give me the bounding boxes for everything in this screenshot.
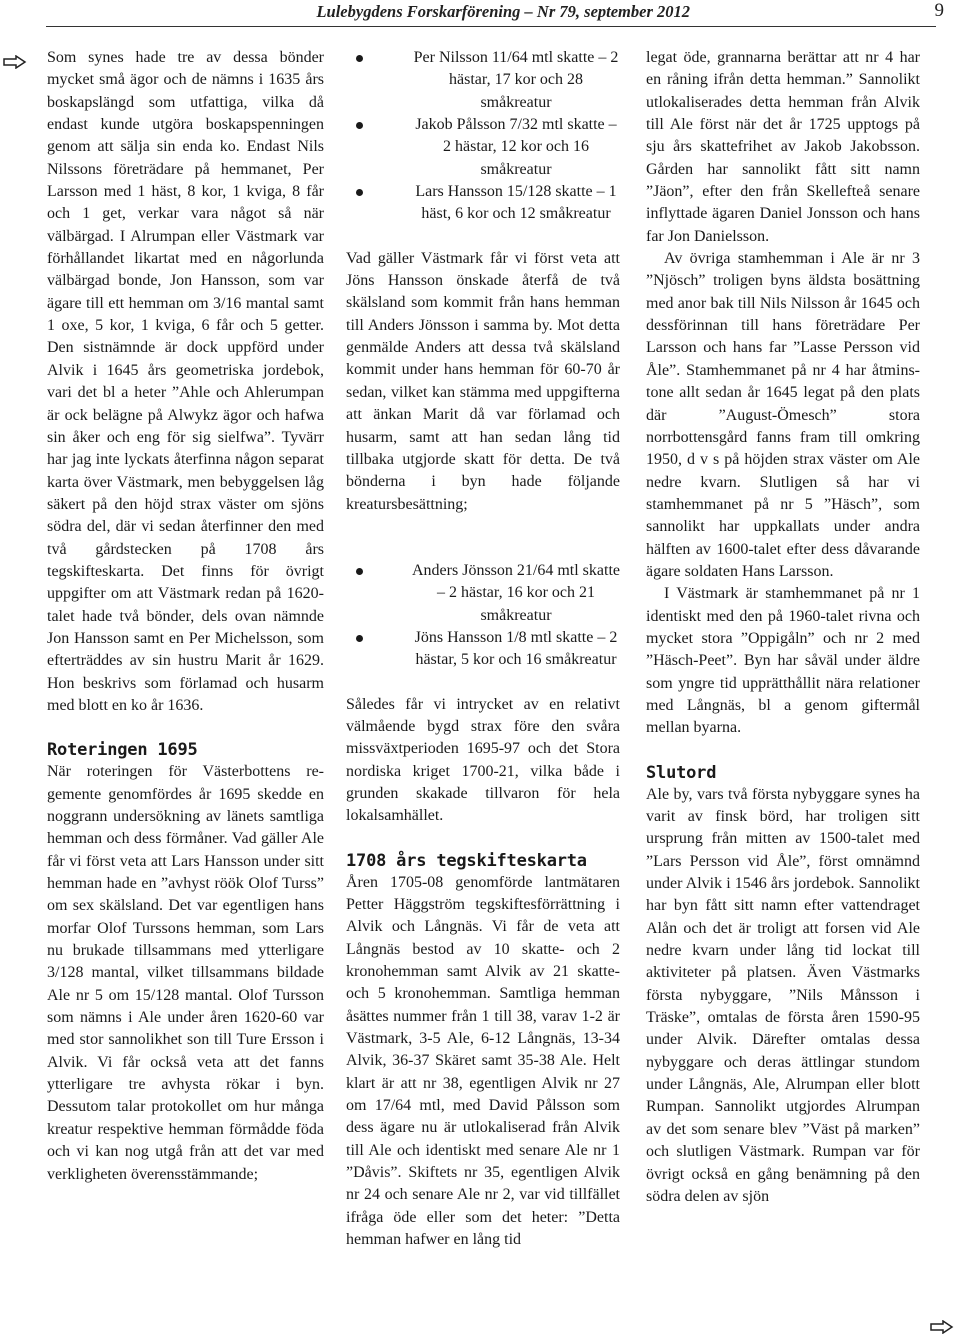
bullet-icon bbox=[356, 55, 363, 62]
livestock-list-ale bbox=[346, 47, 620, 226]
section-heading: Slutord bbox=[646, 762, 717, 783]
column-2 bbox=[346, 47, 620, 1252]
section-heading: Roteringen 1695 bbox=[47, 740, 198, 761]
header-rule bbox=[46, 26, 936, 27]
bullet-icon bbox=[356, 568, 363, 575]
list-item: Per Nilsson 11/64 mtl skatte – 2 hästar, 17 kor och 28 småkreatur bbox=[346, 47, 620, 114]
page-number: 9 bbox=[934, 0, 944, 21]
section-heading: 1708 års tegskifteskarta bbox=[346, 850, 587, 871]
paragraph: Åren 1705-08 genomförde lantmätaren Petter Häggström tegskiftesförrättning i Alvik och Långnäs. Vi får de veta att Långnäs bestod av 10 skatte- och 2 kronohemman samt Alvik av 21 skatte- och 5 kronohemman. Samtliga hemman åsättes nummer från 1 till 38, varav 1-2 är Västmark, 3-5 Ale, 6-12 Långnäs, 13-34 Alvik, 36-37 Skäret samt 35-38 Ale. Helt klart är att nr 38, egentligen Alvik nr 27 om 17/64 mtl, med David Pålsson som dess ägare nu är utlokaliserad från Alvik till Ale och identiskt med senare Ale nr 1 ”Dåvis”. Skiftets nr 35, egentligen Alvik nr 24 och senare Ale nr 2, var vid tillfället ifråga öde eller som det heter: ”Detta hemman hafwer en lång tid bbox=[346, 873, 620, 1249]
list-item: Jakob Pålsson 7/32 mtl skatte – 2 hästar, 12 kor och 16 småkreatur bbox=[346, 114, 620, 181]
paragraph: Ale by, vars två första nybyggare synes ha varit av finsk börd, har troligen sitt ursprung från mitten av 1500-talet med ”Lars Persson vid Åle”, först omnämnd under Alvik i 1546 års jordebok. Sannolikt har byn fått sitt namn efter vattendraget Alån och det är troligt att forsen vid Ale nedre kvarn under lång tid lockat till aktiviteter på platsen. Även Västmarks första nybyggare, ”Nils Månsson i Träske”, omtalas de första åren 1590-95 under Alvik. Därefter omtalas dessa nybyggare och deras ättlingar stundom under Långnäs, Ale, Alrumpan eller blott Rumpan. Sannolikt utgjordes Alrumpan av det som senare blev ”Väst på marken” och slutligen Västmark. Rumpan var för övrigt också en gång benämning på den södra delen av sjön bbox=[646, 785, 920, 1205]
journal-title: Lulebygdens Forskarförening – Nr 79, september 2012 bbox=[316, 2, 690, 21]
column-3 bbox=[646, 47, 920, 1208]
paragraph: I Västmark är stamhemmanet på nr 1 identiskt med den på 1960-talet rivna och mycket stora ”Oppigåln” och nr 2 med ”Häsch-Peet”. Byn har såväl under äldre som yngre tid upprätthållit nära relationer med Långnäs, bl a genom giftermål mellan byarna. bbox=[646, 585, 920, 737]
paragraph: Vad gäller Västmark får vi först veta att Jöns Hansson önskade återfå de två skälsland som kommit från hans hemman till Anders Jönsson i samma by. Mot detta genmälde Anders att dessa två skälsland kommit under hans hemman för 60-70 år sedan, vilket kan stämma med uppgifterna att änkan Marit då var förlamad och husarm, samt att han sedan lång tid tillbaka utgjorde skatt för detta. De två bönderna i byn hade följande kreatursbesättning; bbox=[346, 249, 620, 513]
bullet-icon bbox=[356, 122, 363, 129]
column-1 bbox=[47, 47, 324, 1186]
bullet-icon bbox=[356, 189, 363, 196]
arrow-right-outline-icon bbox=[3, 55, 27, 69]
arrow-right-outline-icon bbox=[930, 1320, 954, 1334]
list-item: Anders Jönsson 21/64 mtl skatte – 2 hästar, 16 kor och 21 småkreatur bbox=[346, 560, 620, 627]
list-item: Jöns Hansson 1/8 mtl skatte – 2 hästar, 5 kor och 16 småkreatur bbox=[346, 627, 620, 672]
paragraph: Således får vi intrycket av en relativt välmående bygd strax före den svåra missväxtperioden 1695-97 och det Stora nordiska kriget 1700-21, vilka både i grunden skakade tillvaron för hela lokalsamhället. bbox=[346, 695, 620, 825]
bullet-icon bbox=[356, 635, 363, 642]
paragraph: legat öde, grannarna berättar att nr 4 har en råning ifrån detta hemman.” Sannolikt utlokaliserades detta hemman från Alvik till Ale först när det år 1725 upptogs på sju års skattefrihet av Jakob Jakobsson. Gården har sannolikt fått sitt namn ”Jäon”, efter den från Skellefteå senare inflyttade ägaren Daniel Jonsson och hans far Jon Danielsson. bbox=[646, 49, 920, 245]
paragraph: Av övriga stamhemman i Ale är nr 3 ”Njösch” troligen byns äldsta bosättning med anor bak till Nils Nilsson år 1645 och dessförinnan till hans företrädare Per Larsson och hans far ”Lasse Persson vid Åle”. Stamhemmanet på nr 4 har åtminstone allt sedan år 1645 legat på den plats där ”August-Ömesch” stora norrbottensgård fanns fram till omkring 1950, d v s på höjden strax väster om Ale nedre kvarn. Slutligen så har vi stamhemmanet på nr 5 ”Häsch”, som sannolikt har uppkallats under andra hälften av 1600-talet efter dess dåvarande ägare soldaten Hans Larsson. bbox=[646, 250, 920, 580]
paragraph: Som synes hade tre av dessa bönder mycket små ägor och de nämns i 1635 års boskapslängd som utfattiga, vilka då endast kunde utgöra boskapspenningen genom att sälja sin enda ko. Endast Nils Nilssons företrädare på hemmanet, Per Larsson med 1 häst, 8 kor, 1 kviga, 8 får och 1 get, verkar vara något så när välbärgad. I Alrumpan eller Västmark var förhållandet likartat med en någorlunda välbärgad bonde, Jon Hansson, som var ägare till ett hemman om 3/16 mantal samt 1 oxe, 5 kor, 1 kviga, 6 får och 5 getter. Den sistnämnde är dock uppförd under Alvik i 1645 års geometriska jordebok, vari det bl a heter ”Ahle och Ahlerumpan är ock belägne på Alwykz ägor och hafwa sin åker och eng för sig sielfwa”. Tyvärr har jag inte lyckats återfinna någon separat karta över Västmark, men bebyggelsen låg säkert på den höjd strax väster om sjöns södra del, där vi sedan återfinner den med två gårdstecken på 1708 års tegskifteskarta. Det finns för övrigt uppgifter om att Västmark redan på 1620-talet hade två bönder, dels ovan nämnde Jon Hansson samt en Per Michelsson, som efterträddes av sin hustru Marit år 1629. Hon beskrivs som förlamad och husarm med blott en ko år 1636. bbox=[47, 49, 324, 714]
list-item: Lars Hansson 15/128 skatte – 1 häst, 6 kor och 12 småkreatur bbox=[346, 181, 620, 226]
livestock-list-vastmark bbox=[346, 560, 620, 672]
paragraph: När roteringen för Västerbottens regemente genomfördes år 1695 skedde en noggrann undersökning av länets samtliga hemman och dess förmåner. Vad gäller Ale får vi först veta att Lars Hansson under sitt hemman hade en ”avhyst röök Olof Turss” om sex skälsland. Det var egentligen hans morfar Olof Turssons hemman, som Lars nu brukade tillsammans med ytterligare 3/128 mantal, vilket tillsammans bildade Ale nr 5 om 15/128 mantal. Olof Tursson som nämns i Ale under åren 1620-60 var med stor sannolikhet son till Ture Ersson i Alvik. Vi får också veta att det fanns ytterligare tre avhysta rökar i byn. Dessutom talar protokollet om hur många kreatur respektive hemman förmådde föda och vi kan nog utgå från att det var med verkligheten överensstämmande; bbox=[47, 763, 324, 1183]
